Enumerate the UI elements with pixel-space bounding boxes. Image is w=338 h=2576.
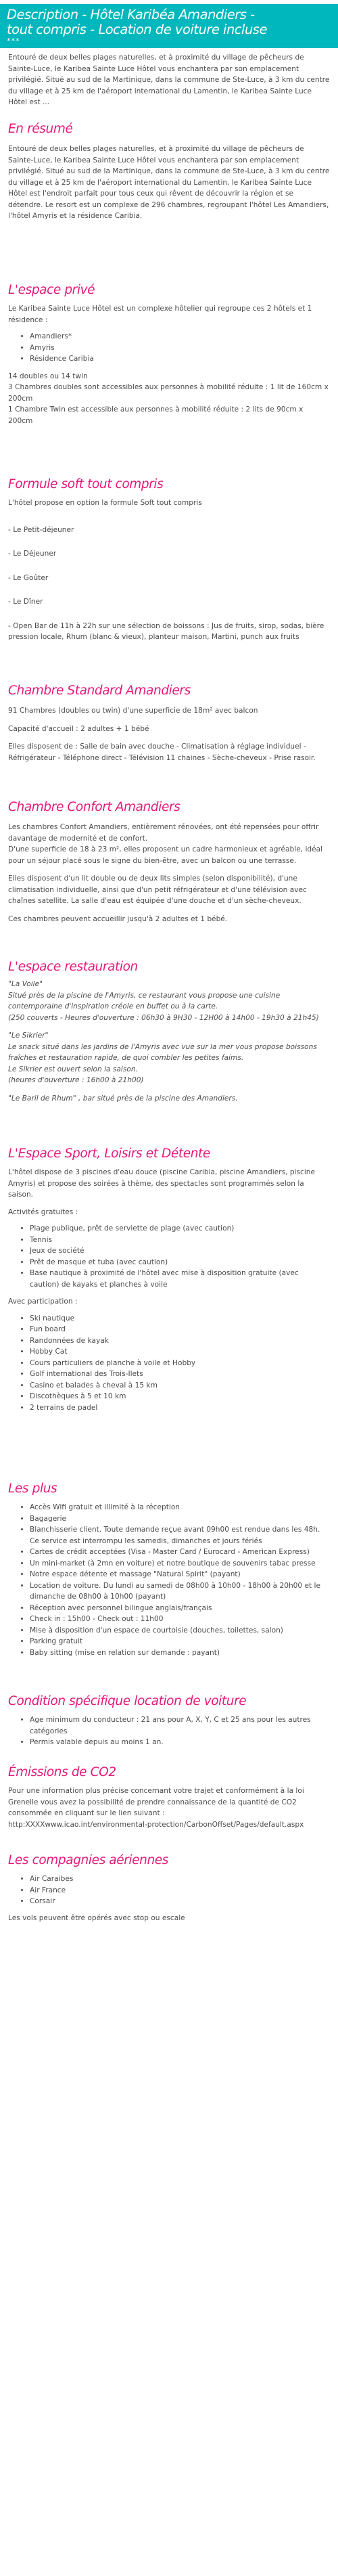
standard-p1: 91 Chambres (doubles ou twin) d'une superficie de 18m² avec balcon: [8, 707, 258, 715]
formule-section: [0, 477, 338, 643]
rooms-line: 1 Chambre Twin est accessible aux personnes à mobilité réduite : 2 lits de 90cm x 200cm: [8, 405, 304, 425]
confort-heading: Chambre Confort Amandiers: [8, 800, 180, 814]
compagnies-section: [0, 1853, 338, 1924]
espace-prive-paragraph: Le Karibea Sainte Luce Hôtel est un complexe hôtelier qui regroupe ces 2 hôtels et 1 résidence :: [8, 305, 312, 324]
list-item: • Blanchisserie client. Toute demande reçue avant 09h00 est rendue dans les 48h. Ce service est interrompu les samedis, dimanches et jours fériés: [30, 1524, 330, 1547]
sikrier-season: Le Sikrier est ouvert selon la saison.: [8, 1065, 138, 1073]
list-item: • Tennis: [30, 1235, 330, 1246]
list-item: • Cours particuliers de planche à voile et Hobby: [30, 1358, 330, 1369]
list-item: • Prêt de masque et tuba (avec caution): [30, 1257, 330, 1268]
co2-heading: Émissions de CO2: [8, 1765, 116, 1779]
standard-heading: Chambre Standard Amandiers: [8, 684, 191, 698]
list-item: • Parking gratuit: [30, 1636, 330, 1647]
intro-section: [0, 52, 338, 108]
confort-p4: Ces chambres peuvent accueillir jusqu'à 2 adultes et 1 bébé.: [8, 914, 228, 923]
list-item: • Notre espace détente et massage "Natural Spirit" (payant): [30, 1569, 330, 1580]
description-banner: [0, 4, 338, 48]
formule-paragraph: L'hôtel propose en option la formule Soft tout compris: [8, 499, 202, 507]
list-item: • Randonnées de kayak: [30, 1335, 330, 1347]
standard-section: [0, 684, 338, 763]
standard-p3: Elles disposent de : Salle de bain avec douche - Climatisation à réglage individuel - Réfrigérateur - Téléphone direct - Télévision 11 chaines - Sèche-cheveux - Prise rasoir.: [8, 742, 316, 762]
list-item: • Discothèques à 5 et 10 km: [30, 1391, 330, 1402]
espace-prive-heading: L'espace privé: [8, 283, 95, 297]
hotel-list: [8, 331, 330, 365]
rooms-line: 14 doubles ou 14 twin: [8, 372, 88, 380]
confort-p2: D'une superficie de 18 à 23 m², elles proposent un cadre harmonieux et agréable, idéal pour un séjour placé sous le signe du bien-être, avec un balcon ou une terrasse.: [8, 845, 323, 865]
list-item: • Cartes de crédit acceptées (Visa - Master Card / Eurocard - American Express): [30, 1547, 330, 1558]
resume-section: [0, 122, 338, 222]
gratuites-label: Activités gratuites :: [8, 1207, 78, 1216]
compagnies-heading: Les compagnies aériennes: [8, 1853, 169, 1867]
list-item: • Plage publique, prêt de serviette de plage (avec caution): [30, 1223, 330, 1235]
resume-paragraph: Entouré de deux belles plages naturelles, et à proximité du village de pêcheurs de Sainte-Luce, le Karibea Sainte Luce Hôtel vous enchantera par son emplacement privilégié. Situé au sud de la Martinique, dans la commune de Ste-Luce, à 3 km du centre du village et à 25 km de l'aéroport international du Lamentin, le Karibea Sainte Luce Hôtel est l'endroit parfait pour tous ceux qui rêvent de découvrir la région et se détendre. Le resort est un complexe de 296 chambres, regroupant l'hôtel Les Amandiers, l'hôtel Amyris et la résidence Caribia.: [8, 145, 330, 220]
voile-title: "La Voile": [8, 980, 43, 988]
co2-link[interactable]: http:XXXXwww.icao.int/environmental-protection/CarbonOffset/Pages/default.aspx: [8, 1820, 304, 1829]
voile-text: Situé près de la piscine de l'Amyris, ce restaurant vous propose une cuisine contemporaine d'inspiration créole en buffet ou à la carte.: [8, 991, 281, 1011]
plus-list: [8, 1502, 330, 1658]
list-item: • Base nautique à proximité de l'hôtel avec mise à disposition gratuite (avec caution) de kayaks et planches à voile: [30, 1268, 330, 1290]
sikrier-hours: (heures d'ouverture : 16h00 à 21h00): [8, 1076, 144, 1084]
list-item: • Un mini-market (à 2mn en voiture) et notre boutique de souvenirs tabac presse: [30, 1558, 330, 1570]
banner-title-line1: Description - Hôtel Karibéa Amandiers -: [7, 7, 255, 22]
condition-heading: Condition spécifique location de voiture: [8, 1694, 247, 1708]
list-item: • Permis valable depuis au moins 1 an.: [30, 1737, 330, 1748]
sikrier-text: Le snack situé dans les jardins de l'Amyris avec vue sur la mer vous propose boissons fraîches et restauration rapide, de quoi combler les petites faims.: [8, 1042, 317, 1062]
formule-heading: Formule soft tout compris: [8, 477, 164, 491]
sport-section: [0, 1147, 338, 1413]
list-item: • Baby sitting (mise en relation sur demande : payant): [30, 1647, 330, 1659]
restauration-heading: L'espace restauration: [8, 960, 138, 974]
sport-heading: L'Espace Sport, Loisirs et Détente: [8, 1147, 210, 1161]
intro-paragraph: Entouré de deux belles plages naturelles, et à proximité du village de pêcheurs de Sainte-Luce, le Karibea Sainte Luce Hôtel vous enchantera par son emplacement privilégié. Situé au sud de la Martinique, dans la commune de Ste-Luce, à 3 km du centre du village et à 25 km de l'aéroport international du Lamentin, le Karibea Sainte Luce Hôtel est ...: [8, 53, 330, 106]
espace-prive-section: [0, 283, 338, 426]
list-item: • Location de voiture. Du lundi au samedi de 08h00 à 10h00 - 18h00 à 20h00 et le dimanche de 08h00 à 10h00 (payant): [30, 1580, 330, 1603]
meal-line: - Le Dîner: [8, 598, 43, 606]
co2-section: [0, 1765, 338, 1830]
compagnies-footer: Les vols peuvent être opérés avec stop ou escale: [8, 1913, 185, 1922]
list-item: • Amandiers*: [30, 331, 330, 342]
gratuites-list: [8, 1223, 330, 1290]
compagnies-list: [8, 1873, 330, 1907]
condition-list: [8, 1714, 330, 1748]
restauration-section: [0, 960, 338, 1104]
list-item: • Résidence Caribia: [30, 353, 330, 365]
meal-line: - Le Déjeuner: [8, 550, 57, 558]
confort-p1: Les chambres Confort Amandiers, entièrement rénovées, ont été repensées pour offrir davantage de modernité et de confort.: [8, 823, 319, 843]
baril-line: "Le Baril de Rhum" , bar situé près de la piscine des Amandiers.: [8, 1094, 238, 1103]
confort-section: [0, 800, 338, 925]
list-item: • Mise à disposition d'un espace de courtoisie (douches, toilettes, salon): [30, 1625, 330, 1637]
resume-heading: En résumé: [8, 122, 73, 136]
list-item: • Check in : 15h00 - Check out : 11h00: [30, 1614, 330, 1625]
meal-line: - Le Goûter: [8, 573, 49, 582]
standard-p2: Capacité d'accueil : 2 adultes + 1 bébé: [8, 724, 149, 733]
voile-hours: (250 couverts - Heures d'ouverture : 06h30 à 9H30 - 12H00 à 14h00 - 19h30 à 21h45): [8, 1013, 319, 1022]
list-item: • Amyris: [30, 342, 330, 354]
list-item: • Fun board: [30, 1324, 330, 1335]
list-item: • Ski nautique: [30, 1313, 330, 1325]
list-item: • Age minimum du conducteur : 21 ans pour A, X, Y, C et 25 ans pour les autres catégories: [30, 1714, 330, 1737]
confort-p3: Elles disposent d'un lit double ou de deux lits simples (selon disponibilité), d'une climatisation individuelle, ainsi que d'un petit réfrigérateur et d'une télévision avec chaînes satellite. La salle d'eau est équipée d'une douche et d'un sèche-cheveux.: [8, 874, 307, 905]
list-item: • Corsair: [30, 1896, 330, 1907]
list-item: • Accès Wifi gratuit et illimité à la réception: [30, 1502, 330, 1513]
plus-heading: Les plus: [8, 1482, 57, 1496]
list-item: • Jeux de société: [30, 1245, 330, 1257]
co2-paragraph: Pour une information plus précise concernant votre trajet et conformément à la loi Grenelle vous avez la possibilité de prendre connaissance de la quantité de CO2 consommée en cliquant sur le lien suivant :: [8, 1787, 304, 1817]
condition-section: [0, 1694, 338, 1748]
plus-section: [0, 1482, 338, 1658]
list-item: • Golf international des Trois-Ilets: [30, 1369, 330, 1380]
meal-line: - Le Petit-déjeuner: [8, 525, 74, 534]
banner-title-line2: tout compris - Location de voiture incluse: [7, 22, 267, 37]
payantes-label: Avec participation :: [8, 1297, 78, 1306]
sikrier-title: "Le Sikrier": [8, 1031, 49, 1040]
list-item: • Air France: [30, 1885, 330, 1896]
list-item: • Air Caraibes: [30, 1873, 330, 1885]
list-item: • Bagagerie: [30, 1513, 330, 1525]
hotel-stars: ***: [7, 37, 20, 45]
open-bar-line: - Open Bar de 11h à 22h sur une sélection de boissons : Jus de fruits, sirop, sodas, bière pression locale, Rhum (blanc & vieux), planteur maison, Martini, punch aux fruits: [8, 621, 324, 641]
list-item: • Casino et balades à cheval à 15 km: [30, 1380, 330, 1392]
list-item: • Réception avec personnel bilingue anglais/français: [30, 1603, 330, 1614]
sport-paragraph: L'hôtel dispose de 3 piscines d'eau douce (piscine Caribia, piscine Amandiers, piscine Amyris) et propose des soirées à thème, des spectacles sont programmés selon la saison.: [8, 1168, 316, 1199]
rooms-line: 3 Chambres doubles sont accessibles aux personnes à mobilité réduite : 1 lit de 160cm x 200cm: [8, 383, 329, 403]
list-item: • 2 terrains de padel: [30, 1402, 330, 1414]
payantes-list: [8, 1313, 330, 1414]
list-item: • Hobby Cat: [30, 1346, 330, 1358]
